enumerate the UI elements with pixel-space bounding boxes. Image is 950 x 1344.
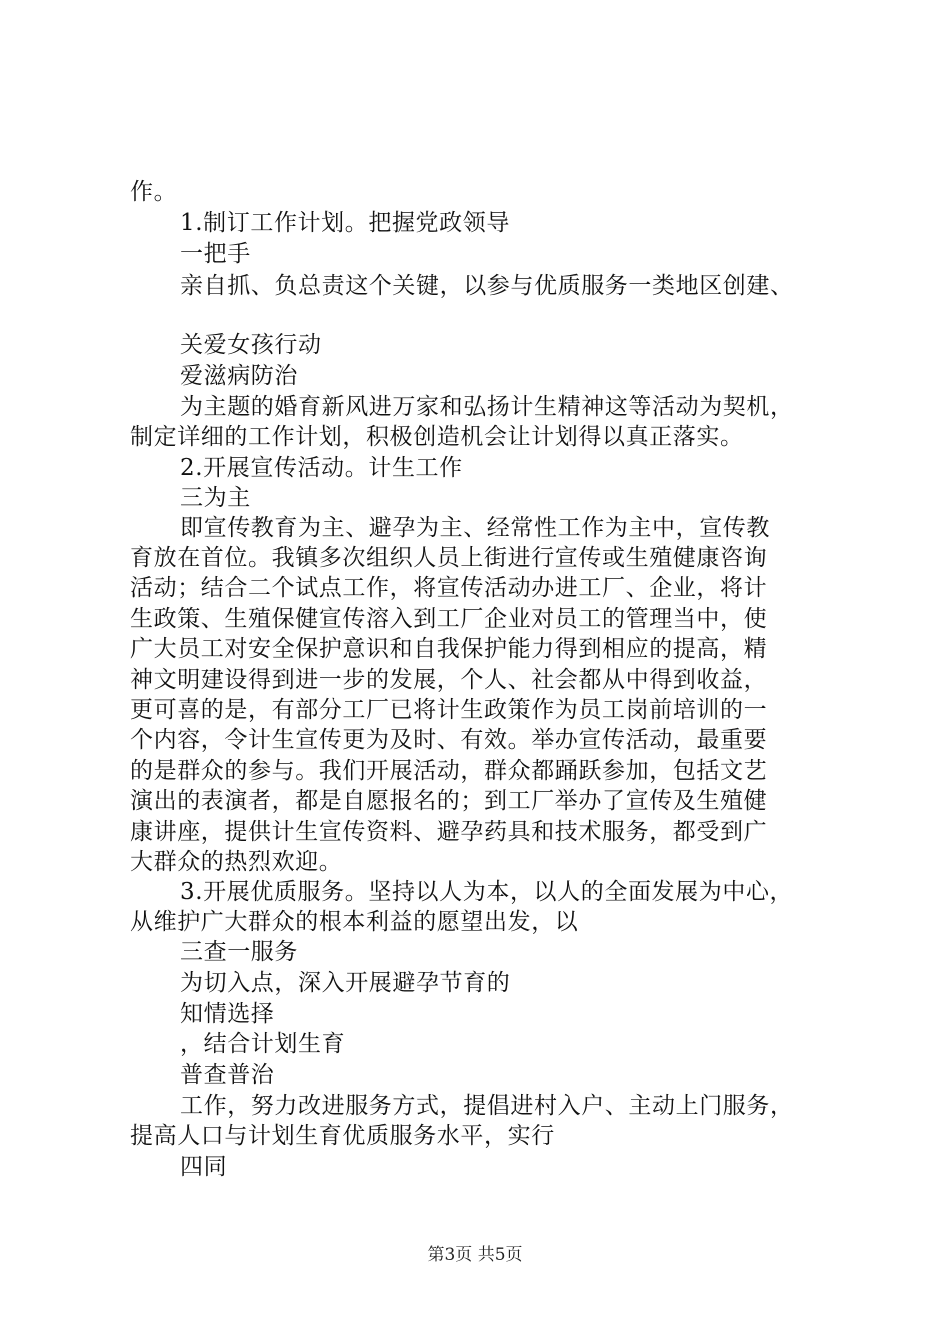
text-line: 更可喜的是，有部分工厂已将计生政策作为员工岗前培训的一 — [130, 697, 768, 723]
text-line: 关爱女孩行动 — [180, 332, 322, 358]
text-line: 普查普治 — [180, 1062, 275, 1088]
text-line: 广大员工对安全保护意识和自我保护能力得到相应的提高，精 — [130, 636, 768, 662]
text-line: 个内容，令计生宣传更为及时、有效。举办宣传活动，最重要 — [130, 727, 768, 753]
text-line: 神文明建设得到进一步的发展，个人、社会都从中得到收益， — [130, 667, 768, 693]
text-line: 四同 — [180, 1154, 228, 1180]
text-line: 生政策、生殖保健宣传溶入到工厂企业对员工的管理当中，使 — [130, 606, 768, 632]
text-line: 2.开展宣传活动。计生工作 — [180, 455, 463, 481]
text-line: 爱滋病防治 — [180, 363, 298, 389]
text-line: 3.开展优质服务。坚持以人为本，以人的全面发展为中心， — [180, 879, 794, 905]
text-line: 提高人口与计划生育优质服务水平，实行 — [130, 1123, 555, 1149]
text-line: 三查一服务 — [180, 939, 298, 965]
text-line: 一把手 — [180, 241, 251, 267]
text-line: 活动；结合二个试点工作，将宣传活动办进工厂、企业，将计 — [130, 575, 768, 601]
text-line: 演出的表演者，都是自愿报名的；到工厂举办了宣传及生殖健 — [130, 788, 768, 814]
text-line: 三为主 — [180, 485, 251, 511]
text-line: 工作，努力改进服务方式，提倡进村入户、主动上门服务， — [180, 1093, 794, 1119]
text-line: ，结合计划生育 — [180, 1031, 346, 1057]
text-line: 即宣传教育为主、避孕为主、经常性工作为主中，宣传教 — [180, 515, 770, 541]
text-line: 制定详细的工作计划，积极创造机会让计划得以真正落实。 — [130, 424, 744, 450]
text-line: 为主题的婚育新风进万家和弘扬计生精神这等活动为契机， — [180, 394, 794, 420]
text-line: 知情选择 — [180, 1001, 275, 1027]
text-line: 康讲座，提供计生宣传资料、避孕药具和技术服务，都受到广 — [130, 819, 768, 845]
text-line: 育放在首位。我镇多次组织人员上街进行宣传或生殖健康咨询 — [130, 545, 768, 571]
text-line: 的是群众的参与。我们开展活动，群众都踊跃参加，包括文艺 — [130, 758, 768, 784]
page-footer: 第3页 共5页 — [427, 1245, 523, 1265]
text-line: 亲自抓、负总责这个关键，以参与优质服务一类地区创建、 — [180, 273, 794, 299]
text-line: 从维护广大群众的根本利益的愿望出发，以 — [130, 909, 579, 935]
text-line: 1.制订工作计划。把握党政领导 — [180, 210, 510, 236]
text-line: 大群众的热烈欢迎。 — [130, 849, 343, 875]
text-line: 为切入点，深入开展避孕节育的 — [180, 970, 511, 996]
text-line: 作。 — [130, 179, 178, 205]
